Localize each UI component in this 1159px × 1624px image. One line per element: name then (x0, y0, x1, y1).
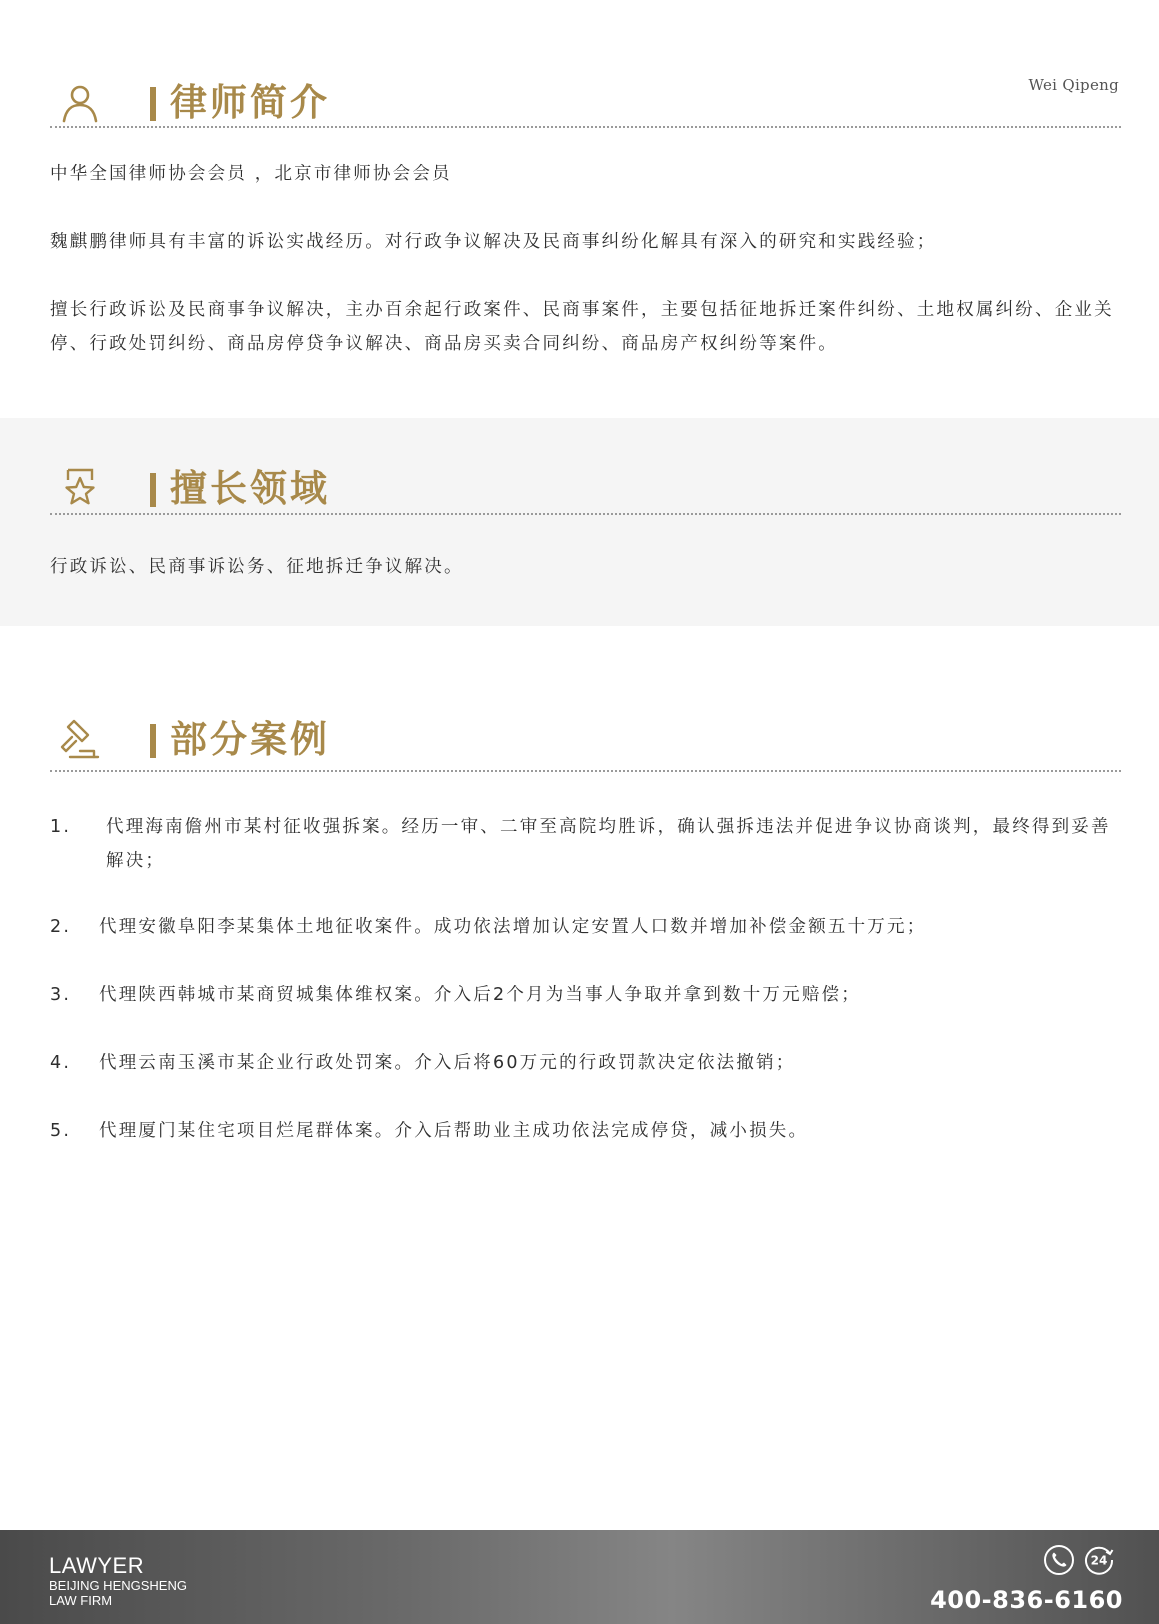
skills-title: 擅长领域 (150, 458, 330, 512)
24-hour-icon (1083, 1544, 1115, 1576)
phone-icon (1043, 1544, 1075, 1576)
footer (0, 1530, 1159, 1624)
cases-divider (50, 770, 1121, 772)
footer-lawyer-label: LAWYER (49, 1553, 145, 1578)
case-text: 代理海南儋州市某村征收强拆案。经历一审、二审至高院均胜诉，确认强拆违法并促进争议协商谈判，最终得到妥善解决； (106, 817, 1111, 871)
case-text: 代理安徽阜阳李某集体土地征收案件。成功依法增加认定安置人口数并增加补偿金额五十万元； (99, 917, 927, 937)
skills-section (0, 418, 1159, 626)
cases-heading (50, 695, 1121, 775)
footer-brand (49, 1554, 187, 1608)
intro-paragraph-1: 中华全国律师协会会员 ，北京市律师协会会员 (50, 164, 452, 184)
case-number: 4. (50, 1053, 72, 1073)
cases-title: 部分案例 (150, 709, 330, 763)
person-icon (58, 80, 102, 124)
case-item-5 (50, 1114, 1127, 1148)
cases-section (0, 695, 1159, 1165)
lawyer-english-name: Wei Qipeng (1028, 76, 1119, 94)
intro-section (0, 58, 1159, 398)
footer-firm-line-2: LAW FIRM (49, 1593, 113, 1608)
star-badge-icon (58, 466, 102, 510)
case-item-2 (50, 910, 1127, 944)
case-item-3 (50, 978, 1127, 1012)
intro-paragraph-2: 魏麒鹏律师具有丰富的诉讼实战经历。对行政争议解决及民商事纠纷化解具有深入的研究和实践经验； (50, 232, 937, 252)
case-text: 代理云南玉溪市某企业行政处罚案。介入后将60万元的行政罚款决定依法撤销； (99, 1053, 796, 1073)
case-item-1 (50, 810, 1127, 878)
skills-divider (50, 513, 1121, 515)
intro-divider (50, 126, 1121, 128)
footer-phone-number: 400-836-6160 (930, 1586, 1123, 1614)
case-number: 1. (50, 817, 72, 837)
24-hour-label: 24 (1090, 1553, 1108, 1568)
gavel-icon (58, 717, 102, 761)
skills-heading (50, 444, 1121, 524)
intro-title: 律师简介 (150, 72, 330, 126)
case-number: 5. (50, 1121, 72, 1141)
case-text: 代理陕西韩城市某商贸城集体维权案。介入后2个月为当事人争取并拿到数十万元赔偿； (99, 985, 861, 1005)
skills-text: 行政诉讼、民商事诉讼务、征地拆迁争议解决。 (50, 557, 464, 577)
case-number: 2. (50, 917, 72, 937)
footer-contact-icons (1043, 1542, 1117, 1578)
intro-paragraph-3: 擅长行政诉讼及民商事争议解决，主办百余起行政案件、民商事案件，主要包括征地拆迁案件纠纷、土地权属纠纷、企业关停、行政处罚纠纷、商品房停贷争议解决、商品房买卖合同纠纷、商品房产权纠纷等案件。 (50, 300, 1114, 354)
footer-firm-line-1: BEIJING HENGSHENG (49, 1578, 187, 1593)
case-text: 代理厦门某住宅项目烂尾群体案。介入后帮助业主成功依法完成停贷，减小损失。 (99, 1121, 809, 1141)
case-item-4 (50, 1046, 1127, 1080)
case-number: 3. (50, 985, 72, 1005)
